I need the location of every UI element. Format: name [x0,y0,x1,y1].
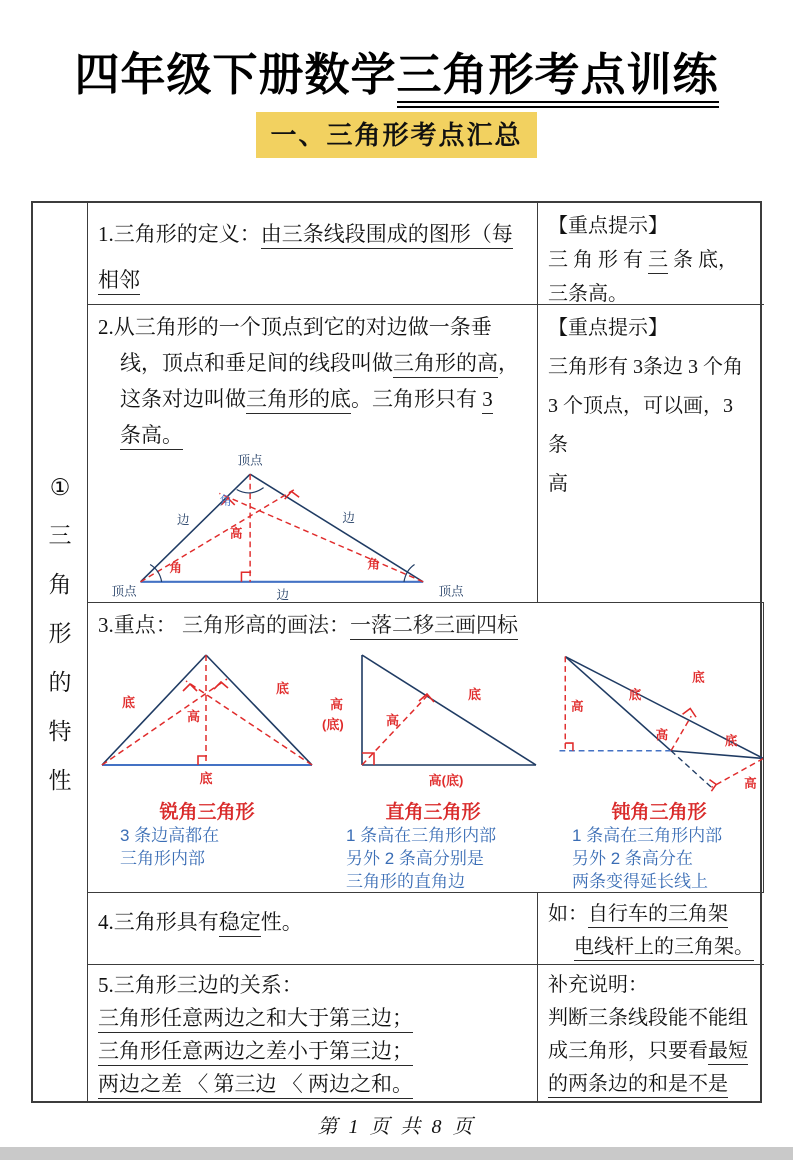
text: 性。 [260,910,303,934]
obtuse-triangle-desc [546,824,764,893]
base-label: 底 [724,734,738,748]
text: ， [498,351,519,375]
tip-title: 【重点提示】 [548,317,668,339]
desc-line: 3 条边高都在 [120,826,220,845]
tip-underline: 的两条边的和是不是 [548,1073,728,1098]
row5-side-relation-cell [88,965,538,1101]
side-label-char: 角 [48,572,72,597]
obtuse-triangle-caption: 钝角三角形 [611,802,707,823]
title-underlined: 三角形考点训练 [397,50,719,108]
height-label: 高 [186,709,200,724]
side-label-char: 性 [48,768,72,793]
base-label: 底 [692,670,705,685]
tip-line: 三角形有 3条边 3 个角 [548,356,743,378]
row2-tip-cell [538,305,764,603]
row1-tip-cell [538,203,764,305]
relation-line4 [98,1068,527,1101]
worksheet-page [0,38,793,1138]
right-triangle-desc [320,824,546,893]
vertex-label: 顶点 [111,584,137,599]
row2-height-definition-cell [88,305,538,603]
vertex-label: 顶点 [438,584,464,599]
underlined-text: 稳定 [219,910,261,937]
height-base-label: 高(底) [428,773,464,788]
row1-definition-cell [88,203,538,305]
row5-tip-cell [538,965,764,1101]
obtuse-triangle-diagram [546,645,764,795]
tip-line [548,898,754,931]
tip-text: 如： [548,903,588,925]
side-label-char: 三 [48,523,72,548]
table-side-label [33,203,88,1101]
height-drawing-heading [94,607,757,643]
desc-line: 三角形的直角边 [346,872,465,891]
definition-line1 [98,211,527,303]
height-label: 高 [655,728,669,743]
tip-text: 条高。 [568,283,628,305]
labeled-triangle-diagram [98,453,508,603]
desc-line: 1 条高在三角形内部 [346,826,497,845]
underlined-text: 三角形的高 [393,351,498,378]
height-def-line4 [98,417,527,453]
text: 这条对边叫做 [120,387,246,411]
height-label: 高 [744,776,757,791]
page-bottom-edge [0,1147,793,1160]
height-def-line1: 2.从三角形的一个顶点到它的对边做一条垂 [98,315,492,339]
base-label: 底 [276,681,290,696]
tip-underline: 三 [548,283,568,305]
right-triangle-caption: 直角三角形 [385,802,481,823]
relation-line1: 5.三角形三边的关系： [98,973,303,997]
relation-line3 [98,1035,527,1068]
tip-underline: 电线杆上的三角架。 [574,936,754,961]
tip-line [548,931,754,964]
acute-triangle-block [94,645,320,893]
base-label: 底 [122,695,136,710]
desc-line: 三角形内部 [120,849,205,868]
acute-triangle-desc [94,824,320,870]
tip-line: 3 个顶点，可以画，3 条 [548,395,733,456]
side-label: 边 [177,513,190,528]
underlined-text: 三角形的底 [246,387,351,414]
definition-underline1: 由三条线段围成的图形（每相邻 [98,222,513,295]
height-label: 高 [229,526,243,541]
vertex-label: 顶点 [237,453,263,468]
side-label: 边 [342,511,355,526]
underlined-text: 三角形任意两边之差小于第三边； [98,1039,413,1066]
tip-underline: 三 [648,249,668,274]
right-triangle-block [320,645,546,893]
desc-line: 1 条高在三角形内部 [572,826,723,845]
angle-label: 角 [219,493,232,508]
side-label-char: ① [49,475,71,500]
tip-text: 成三角形，只要看 [548,1040,708,1062]
side-label-char: 特 [48,719,72,744]
stability-line [98,905,527,939]
base-label: 底 [628,687,642,702]
side-label-char: 形 [48,621,72,646]
side-label-char: 的 [48,670,72,695]
acute-triangle-caption: 锐角三角形 [159,802,255,823]
side-label: 边 [276,588,290,603]
height-label: 高 [386,713,400,728]
tip-line [548,1035,754,1068]
tip-line [548,277,754,305]
base-label: 底 [199,771,213,786]
row4-tip-cell [538,893,764,965]
obtuse-triangle-block [546,645,764,893]
heading-underlined: 一落二移三画四标 [350,613,518,640]
summary-table [31,201,762,1103]
underlined-text: 3 [482,387,493,414]
base-label: 底 [468,687,482,702]
height-def-line2 [98,345,527,381]
text: 4.三角形具有 [98,910,219,934]
relation-line2 [98,1002,527,1035]
row4-stability-cell [88,893,538,965]
underlined-text: 条高。 [120,423,183,450]
desc-line: 另外 2 条高分别是 [346,849,484,868]
tip-underline: 自行车的三角架 [588,903,728,928]
desc-line: 另外 2 条高分在 [572,849,693,868]
tip-line: 判断三条线段能不能组 [548,1007,748,1029]
triangle-type-diagrams [94,645,757,893]
angle-label: 角 [169,561,182,576]
height-def-line3 [98,381,527,417]
tip-text: 三 角 形 有 [548,249,648,271]
underlined-text: 两边之差 〈 第三边 〈 两边之和。 [98,1072,413,1099]
tip-line [548,243,754,277]
heading-prefix: 3.重点： 三角形高的画法： [98,613,350,637]
height-label: 高 [330,697,344,712]
tip-line: 高 [548,473,568,495]
underlined-text: 三角形任意两边之和大于第三边； [98,1006,413,1033]
page-number: 第 1 页 共 8 页 [317,1116,476,1138]
tip-line [548,1068,754,1101]
tip-title: 补充说明： [548,974,648,996]
acute-triangle-diagram [94,645,320,795]
angle-label: 角 [367,557,380,572]
tip-title: 【重点提示】 [548,215,668,237]
row3-height-drawing-cell [88,603,764,893]
section-heading: 一、三角形考点汇总 [256,112,536,158]
text: 线，顶点和垂足间的线段叫做 [120,351,393,375]
definition-prefix: 1.三角形的定义： [98,222,261,246]
tip-text: 条 底， [668,249,738,271]
page-title [0,38,793,103]
tip-underline: 最短 [708,1040,748,1065]
height-label: 高 [571,699,584,714]
desc-line: 两条变得延长线上 [572,872,708,891]
text: 。三角形只有 [351,387,483,411]
section-heading-row [0,112,793,158]
base-paren-label: (底) [322,717,344,732]
right-triangle-diagram [320,645,546,795]
title-prefix: 四年级下册数学 [74,50,397,100]
